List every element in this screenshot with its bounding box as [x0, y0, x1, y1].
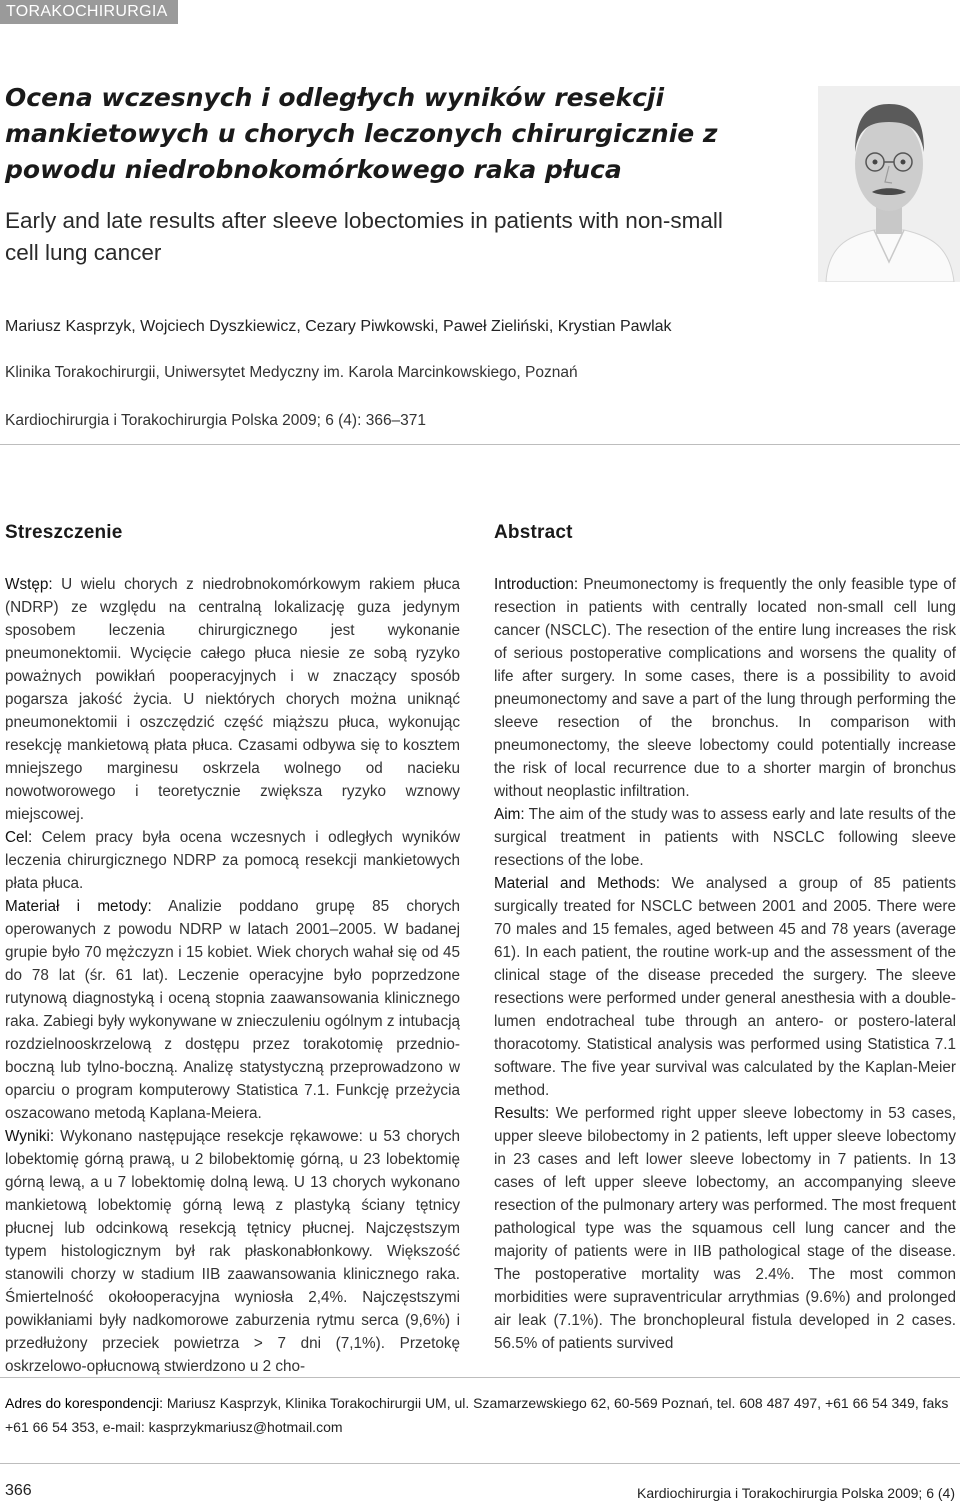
footnote-divider	[0, 1377, 960, 1378]
correspondence-address	[5, 1391, 955, 1439]
footer-divider	[0, 1463, 960, 1464]
cel-text: Celem pracy była ocena wczesnych i odległych wyników leczenia chirurgicznego NDRP za pomocą resekcji mankietowych płata płuca.	[5, 829, 460, 892]
results-text: We performed right upper sleeve lobectomy in 53 cases, upper sleeve bilobectomy in 2 patients, left upper sleeve lobectomy in 23 cases and left lower sleeve lobectomy in 7 patients. In 13 cases of left upper sleeve lobectomy, an accompanying sleeve resection of the pulmonary artery was performed. The most frequent pathological type was the squamous cell lung cancer and the majority of patients were in IIB pathological stage of the disease. The postoperative mortality was 2.4%. The most common morbidities were supraventricular arrythmias (9.6%) and prolonged air leak (7.1%). The bronchopleural fistula developed in 2 cases. 56.5% of patients survived	[494, 1105, 956, 1352]
authors: Mariusz Kasprzyk, Wojciech Dyszkiewicz, Cezary Piwkowski, Paweł Zieliński, Krystian Pawlak	[5, 318, 672, 335]
section-tag: TORAKOCHIRURGIA	[0, 0, 178, 24]
streszczenie-body	[5, 573, 460, 1378]
wyniki-text: Wykonano następujące resekcje rękawowe: u 53 chorych lobektomię górną prawą, u 2 bilobektomię górną, u 23 lobektomię górną lewą, a u 7 lobektomię dolną lewą. U 13 chorych wykonano mankietową lobektomię górną lewą z plastyką ściany tętnicy płucnej lub odcinkową resekcją tętnicy płucnej. Najczęstszym typem histologicznym był rak płaskonabłonkowy. Większość stanowili chorzy w stadium IIB zaawansowania klinicznego raka. Śmiertelność okołooperacyjna wyniosła 2,4%. Najczęstszymi powikłaniami były nadkomorowe zaburzenia rytmu serca (9,6%) i przedłużony przeciek powietrza > 7 dni (7,1%). Przetokę oskrzelowo-opłucnową stwierdzono u 2 cho-	[5, 1128, 460, 1375]
wstep-paragraph	[5, 573, 460, 826]
methods-paragraph	[494, 872, 956, 1102]
aim-text: The aim of the study was to assess early and late results of the surgical treatment in patients with NSCLC following sleeve resections of the lobe.	[494, 806, 956, 869]
streszczenie-heading: Streszczenie	[5, 522, 123, 543]
footer-journal: Kardiochirurgia i Torakochirurgia Polska 2009; 6 (4)	[636, 1485, 955, 1501]
introduction-paragraph	[494, 573, 956, 803]
material-text: Analizie poddano grupę 85 chorych operowanych z powodu NDRP w latach 2001–2005. W badanej grupie było 70 mężczyzn i 15 kobiet. Wiek chorych wahał się od 45 do 78 lat (śr. 61 lat). Leczenie operacyjne było poprzedzone rutynową diagnostyką i oceną stopnia zaawansowania klinicznego raka. Zabiegi były wykonywane w znieczuleniu ogólnym z intubacją rozdzielnooskrzelową z dostępu przez torakotomię przednio-boczną lub tylno-boczną. Analizę statystyczną przeprowadzono w oparciu o program komputerowy Statistica 7.1. Funkcję przeżycia oszacowano metodą Kaplana-Meiera.	[5, 898, 460, 1122]
page-number: 366	[5, 1482, 32, 1499]
author-portrait-image	[818, 86, 960, 282]
article-title-english: Early and late results after sleeve lobectomies in patients with non-small cell lung cancer	[5, 208, 723, 265]
correspondence-label: Adres do korespondencji:	[5, 1395, 163, 1411]
material-label: Materiał i metody:	[5, 898, 152, 915]
introduction-text: Pneumonectomy is frequently the only feasible type of resection in patients with centrally located non-small cell lung cancer (NSCLC). The resection of the entire lung increases the risk of serious postoperative complications and worsens the quality of life after surgery. In some cases, there is a possibility to avoid pneumonectomy and save a part of the lung through performing the sleeve resection of the bronchus. In comparison with pneumonectomy, the sleeve lobectomy could potentially increase the risk of local recurrence due to a shorter margin of bronchus without neoplastic infiltration.	[494, 576, 956, 800]
aim-label: Aim:	[494, 806, 525, 823]
methods-text: We analysed a group of 85 patients surgically treated for NSCLC between 2001 and 2005. There were 70 males and 15 females, aged between 45 and 78 years (average 61). In each patient, the routine work-up and the assessment of the clinical stage of the disease preceded the surgery. The sleeve resections were performed under general anesthesia with a double-lumen endotracheal tube through an antero- or postero-lateral thoracotomy. Statistical analysis was performed using Statistica 7.1 software. The five year survival was calculated by the Kaplan-Meier method.	[494, 875, 956, 1099]
cel-paragraph	[5, 826, 460, 895]
introduction-label: Introduction:	[494, 576, 579, 593]
abstract-body	[494, 573, 956, 1355]
aim-paragraph	[494, 803, 956, 872]
wyniki-paragraph	[5, 1125, 460, 1378]
article-title-polish: Ocena wczesnych i odległych wyników resekcji mankietowych u chorych leczonych chirurgicznie z powodu niedrobnokomórkowego raka płuca	[5, 83, 718, 184]
results-label: Results:	[494, 1105, 550, 1122]
citation: Kardiochirurgia i Torakochirurgia Polska 2009; 6 (4): 366–371	[5, 412, 427, 429]
author-photo	[818, 86, 960, 282]
abstract-heading: Abstract	[494, 522, 573, 543]
wstep-label: Wstęp:	[5, 576, 53, 593]
cel-label: Cel:	[5, 829, 33, 846]
results-paragraph	[494, 1102, 956, 1355]
wyniki-label: Wyniki:	[5, 1128, 55, 1145]
methods-label: Material and Methods:	[494, 875, 661, 892]
material-paragraph	[5, 895, 460, 1125]
wstep-text: U wielu chorych z niedrobnokomórkowym rakiem płuca (NDRP) ze względu na centralną lokalizację guza jedynym sposobem leczenia chirurgicznego jest wykonanie pneumonektomii. Wycięcie całego płuca niesie ze sobą ryzyko poważnych powikłań pooperacyjnych i w znaczący sposób pogarsza jakość życia. U niektórych chorych można uniknąć pneumonektomii i oszczędzić część miąższu płuca, wykonując resekcję mankietową płata płuca. Czasami odbywa się to kosztem mniejszego marginesu oskrzela wolnego od nacieku nowotworowego i teoretycznie zwiększa ryzyko wznowy miejscowej.	[5, 576, 460, 823]
correspondence-text: Mariusz Kasprzyk, Klinika Torakochirurgii UM, ul. Szamarzewskiego 62, 60-569 Poznań, tel. 608 487 497, +61 66 54 349, faks +61 66 54 353, e-mail: kasprzykmariusz@hotmail.com	[5, 1395, 949, 1435]
header-divider	[0, 444, 960, 445]
affiliation: Klinika Torakochirurgii, Uniwersytet Medyczny im. Karola Marcinkowskiego, Poznań	[5, 364, 578, 381]
